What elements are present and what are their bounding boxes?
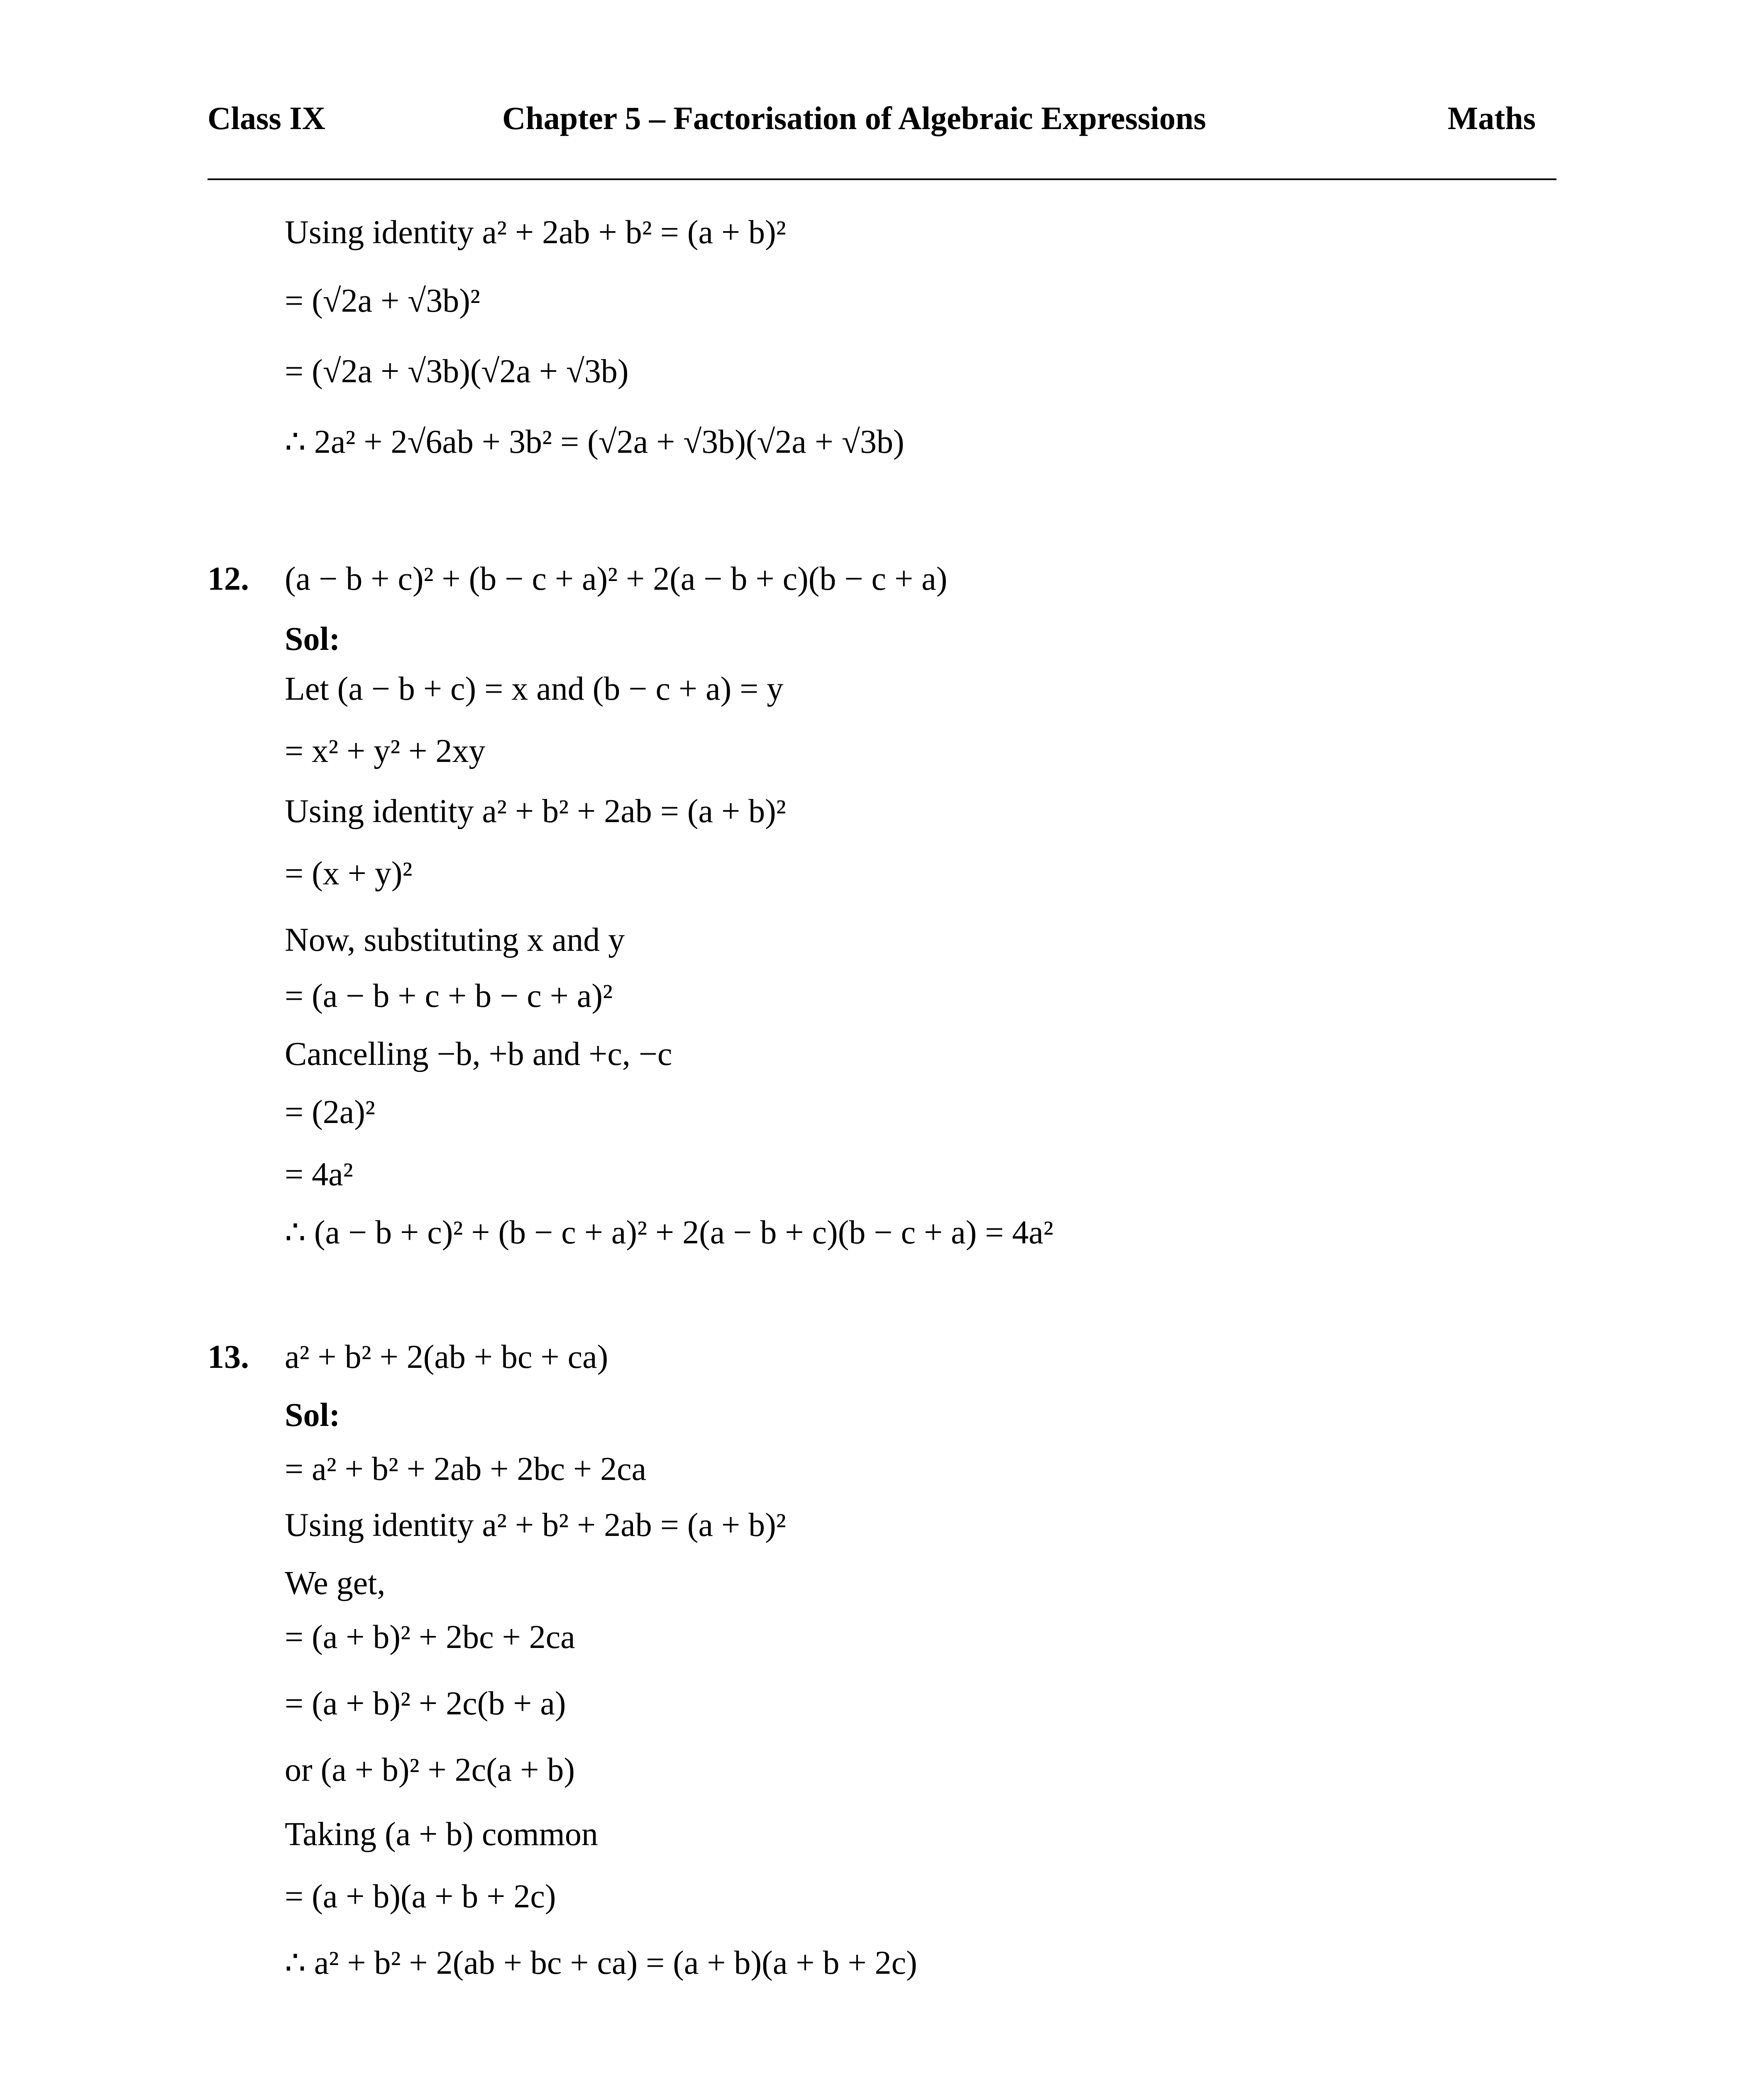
- chapter-title: Chapter 5 – Factorisation of Algebraic Expressions: [502, 100, 1206, 136]
- q12-step-7: Cancelling −b, +b and +c, −c: [285, 1036, 672, 1072]
- q13-step-8: = (a + b)(a + b + 2c): [285, 1878, 556, 1915]
- q13-step-6: or (a + b)² + 2c(a + b): [285, 1752, 575, 1788]
- class-label: Class IX: [208, 100, 325, 136]
- q12-question: (a − b + c)² + (b − c + a)² + 2(a − b + c)(b − c + a): [285, 561, 948, 597]
- q11-step-3: = (√2a + √3b)(√2a + √3b): [285, 353, 629, 390]
- q11-step-2: = (√2a + √3b)²: [285, 283, 480, 319]
- q13-sol-label: Sol:: [285, 1397, 340, 1433]
- q12-number: 12.: [208, 561, 249, 597]
- q12-step-2: = x² + y² + 2xy: [285, 733, 486, 769]
- q13-step-5: = (a + b)² + 2c(b + a): [285, 1685, 566, 1722]
- q13-number: 13.: [208, 1339, 249, 1375]
- subject-label: Maths: [1447, 100, 1536, 136]
- q13-step-1: = a² + b² + 2ab + 2bc + 2ca: [285, 1451, 647, 1487]
- q12-step-9: = 4a²: [285, 1156, 353, 1193]
- q13-step-2: Using identity a² + b² + 2ab = (a + b)²: [285, 1507, 786, 1543]
- q12-sol-label: Sol:: [285, 621, 340, 657]
- q12-step-5: Now, substituting x and y: [285, 922, 625, 958]
- q13-conclusion: ∴ a² + b² + 2(ab + bc + ca) = (a + b)(a + b + 2c): [285, 1945, 917, 1981]
- q13-step-4: = (a + b)² + 2bc + 2ca: [285, 1619, 575, 1655]
- q11-step-1: Using identity a² + 2ab + b² = (a + b)²: [285, 214, 786, 251]
- q11-conclusion: ∴ 2a² + 2√6ab + 3b² = (√2a + √3b)(√2a + √3b): [285, 424, 904, 460]
- q13-step-7: Taking (a + b) common: [285, 1816, 598, 1853]
- q12-step-3: Using identity a² + b² + 2ab = (a + b)²: [285, 793, 786, 830]
- q12-step-1: Let (a − b + c) = x and (b − c + a) = y: [285, 671, 784, 707]
- q12-step-8: = (2a)²: [285, 1094, 375, 1130]
- q12-conclusion: ∴ (a − b + c)² + (b − c + a)² + 2(a − b + c)(b − c + a) = 4a²: [285, 1214, 1053, 1251]
- q13-question: a² + b² + 2(ab + bc + ca): [285, 1339, 608, 1375]
- q12-step-4: = (x + y)²: [285, 855, 413, 892]
- q12-step-6: = (a − b + c + b − c + a)²: [285, 978, 613, 1014]
- header-divider: [208, 178, 1556, 180]
- q13-step-3: We get,: [285, 1565, 386, 1601]
- page-header: [208, 100, 1556, 145]
